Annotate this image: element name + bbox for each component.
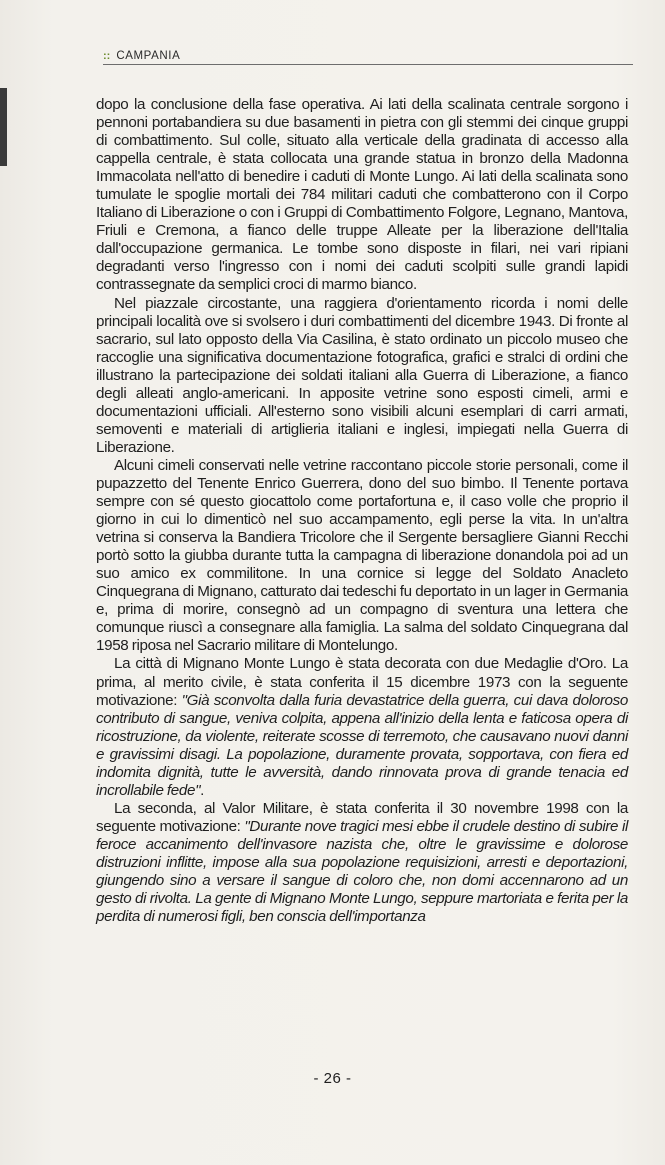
paragraph-4 <box>96 655 628 799</box>
paragraph-4-intro: La città di Mignano Monte Lungo è stata decorata con due Medaglie d'Oro. La prima, al merito civile, è stata conferita il 15 dicembre 1973 con la seguente motivazione: <box>96 655 628 709</box>
body-text <box>96 96 628 926</box>
civil-merit-motivation: "Già sconvolta dalla furia devastatrice della guerra, cui dava doloroso contributo di sangue, veniva colpita, appena all'inizio della lenta e faticosa opera di ricostruzione, da violente, reiterate scosse di terremoto, che causavano nuovi danni e gravissimi disagi. La popolazione, duramente provata, sopportava, con fiera ed indomita dignità, tutte le avversità, dando rinnovata prova di grande tenacia ed incrollabile fede" <box>96 691 628 799</box>
section-title: CAMPANIA <box>116 50 181 62</box>
paragraph-1: dopo la conclusione della fase operativa. Ai lati della scalinata centrale sorgono i pennoni portabandiera su due basamenti in pietra con gli stemmi dei cinque gruppi di combattimento. Sul colle, situato alla verticale della gradinata di accesso alla cappella centrale, è stata collocata una grande statua in bronzo della Madonna Immacolata nell'atto di benedire i caduti di Monte Lungo. Ai lati della scalinata sono tumulate le spoglie mortali dei 784 militari caduti che combatterono con il Corpo Italiano di Liberazione o con i Gruppi di Combattimento Folgore, Legnano, Mantova, Friuli e Cremona, a fianco delle truppe Alleate per la liberazione dell'Italia dall'occupazione germanica. Le tombe sono disposte in filari, nei vari ripiani degradanti verso l'ingresso con i nomi dei caduti scolpiti sulle grandi lapidi contrassegnate da semplici croci di marmo bianco. <box>96 96 628 294</box>
header-dots: :: <box>103 50 111 62</box>
paragraph-3: Alcuni cimeli conservati nelle vetrine raccontano piccole storie personali, come il pupazzetto del Tenente Enrico Guerrera, dono del suo bimbo. Il Tenente portava sempre con sé questo giocattolo come portafortuna e, il caso volle che proprio il giorno in cui lo dimenticò nel suo accampamento, egli perse la vita. In un'altra vetrina si conserva la Bandiera Tricolore che il Sergente bersagliere Gianni Recchi portò sotto la giubba durante tutta la campagna di liberazione donandola poi ad un suo amico ex commilitone. In una cornice si legge del Soldato Anacleto Cinquegrana di Mignano, catturato dai tedeschi fu deportato in un lager in Germania e, prima di morire, consegnò ad un compagno di sventura una lettera che comunque riuscì a consegnare alla famiglia. La salma del soldato Cinquegrana dal 1958 riposa nel Sacrario militare di Montelungo. <box>96 456 628 655</box>
military-valor-motivation: "Durante nove tragici mesi ebbe il crudele destino di subire il feroce accanimento dell'invasore nazista che, oltre le gravissime e dolorose distruzioni inflitte, impose alla sua popolazione requisizioni, arresti e deportazioni, giungendo sino a versare il sangue di coloro che, non domi accennarono ad un gesto di rivolta. La gente di Mignano Monte Lungo, seppure martoriata e ferita per la perdita di numerosi figli, ben conscia dell'importanza <box>96 817 628 926</box>
paragraph-5 <box>96 800 628 926</box>
page-edge-mark <box>0 88 7 166</box>
page-number: - 26 - <box>313 1070 352 1087</box>
running-header <box>103 50 633 65</box>
paragraph-4-end: . <box>200 781 205 799</box>
paragraph-2: Nel piazzale circostante, una raggiera d'orientamento ricorda i nomi delle principali località ove si svolsero i duri combattimenti del dicembre 1943. Di fronte al sacrario, sul lato opposto della Via Casilina, è stato ordinato un piccolo museo che raccoglie una significativa documentazione fotografica, grafici e stralci di ordini che illustrano la partecipazione dei soldati italiani alla Guerra di Liberazione, a fianco degli alleati anglo-americani. In apposite vetrine sono esposti cimeli, armi e documentazioni ufficiali. All'esterno sono visibili alcuni esemplari di carri armati, semoventi e materiali di artiglieria italiani e inglesi, impiegati nella Guerra di Liberazione. <box>96 294 628 456</box>
paragraph-5-intro: La seconda, al Valor Militare, è stata conferita il 30 novembre 1998 con la seguente motivazione: <box>96 799 628 835</box>
